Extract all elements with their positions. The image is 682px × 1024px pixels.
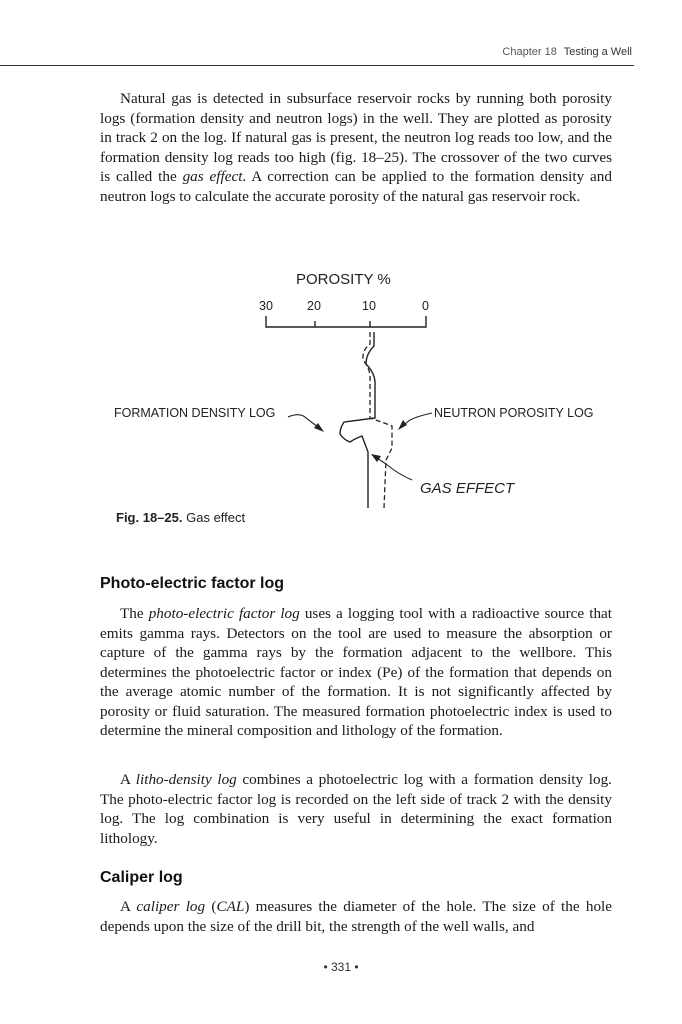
neutron-arrowhead <box>398 420 407 430</box>
running-head <box>0 46 632 58</box>
pef-paragraph-2 <box>100 770 612 848</box>
gas-effect-label: GAS EFFECT <box>420 480 515 497</box>
tick-label-20: 20 <box>307 299 321 313</box>
tick-label-10: 10 <box>362 299 376 313</box>
header-rule <box>0 65 634 66</box>
intro-text-2: . A correction can be applied to the formation density and neutron logs to calculate the accurate porosity of the natural gas reservoir rock. <box>100 168 612 205</box>
caliper-p1-pre: A <box>120 898 137 915</box>
pef-p2-post: combines a photoelectric log with a formation density log. The photo-electric factor log is recorded on the left side of track 2 with the density log. The log combination is very useful in determining the exact formation lithology. <box>100 771 612 847</box>
scale-bracket <box>266 316 426 327</box>
density-arrowhead <box>314 423 324 432</box>
caption-number: Fig. 18–25. <box>116 510 183 525</box>
caliper-p1-mid: ( <box>205 898 217 915</box>
gas-leader <box>374 456 412 480</box>
figure-caption <box>116 510 245 525</box>
intro-term-gas-effect: gas effect <box>182 168 243 185</box>
caption-text: Gas effect <box>186 510 246 525</box>
chapter-title: Testing a Well <box>563 46 632 58</box>
pef-p2-term: litho-density log <box>135 771 237 788</box>
pef-p1-pre: The <box>120 605 149 622</box>
formation-density-curve <box>340 332 375 508</box>
tick-label-0: 0 <box>422 299 429 313</box>
log-diagram <box>100 268 612 508</box>
intro-text-1: Natural gas is detected in subsurface reservoir rocks by running both porosity logs (formation density and neutron logs) in the well. They are plotted as porosity in track 2 on the log. If natural gas is present, the neutron log reads too low, and the formation density log reads too high (fig. 18–25). The crossover of the two curves is called the <box>100 90 612 185</box>
tick-label-30: 30 <box>259 299 273 313</box>
caliper-paragraph-1 <box>100 897 612 936</box>
neutron-porosity-label: NEUTRON POROSITY LOG <box>434 406 594 420</box>
pef-paragraph-1 <box>100 604 612 741</box>
chapter-label: Chapter 18 <box>502 46 557 58</box>
pef-p1-post: uses a logging tool with a radioactive source that emits gamma rays. Detectors on the tool are used to measure the absorption or capture of the gamma rays by the formation adjacent to the wellbore. This determines the photoelectric factor or index (Pe) of the formation that depends on the average atomic number of the formation. It is not significantly affected by porosity or fluid saturation. The measured formation photoelectric index is used to determine the mineral composition and lithology of the formation. <box>100 605 612 739</box>
gas-arrowhead <box>371 454 381 462</box>
intro-paragraph <box>100 89 612 206</box>
heading-caliper: Caliper log <box>100 869 183 886</box>
heading-photo-electric: Photo-electric factor log <box>100 575 285 592</box>
leader-lines <box>288 413 432 480</box>
formation-density-label: FORMATION DENSITY LOG <box>114 406 276 420</box>
pef-p1-term: photo-electric factor log <box>148 605 300 622</box>
axis-title: POROSITY % <box>296 271 391 288</box>
page-number: • 331 • <box>323 960 359 974</box>
gas-effect-figure <box>100 268 612 508</box>
caliper-p1-term: caliper log <box>136 898 206 915</box>
caliper-p1-abbr: CAL <box>216 898 245 915</box>
porosity-scale <box>266 316 426 327</box>
pef-p2-pre: A <box>120 771 136 788</box>
caliper-p1-post: ) measures the diameter of the hole. The size of the hole depends upon the size of the drill bit, the strength of the well walls, and <box>100 898 612 935</box>
